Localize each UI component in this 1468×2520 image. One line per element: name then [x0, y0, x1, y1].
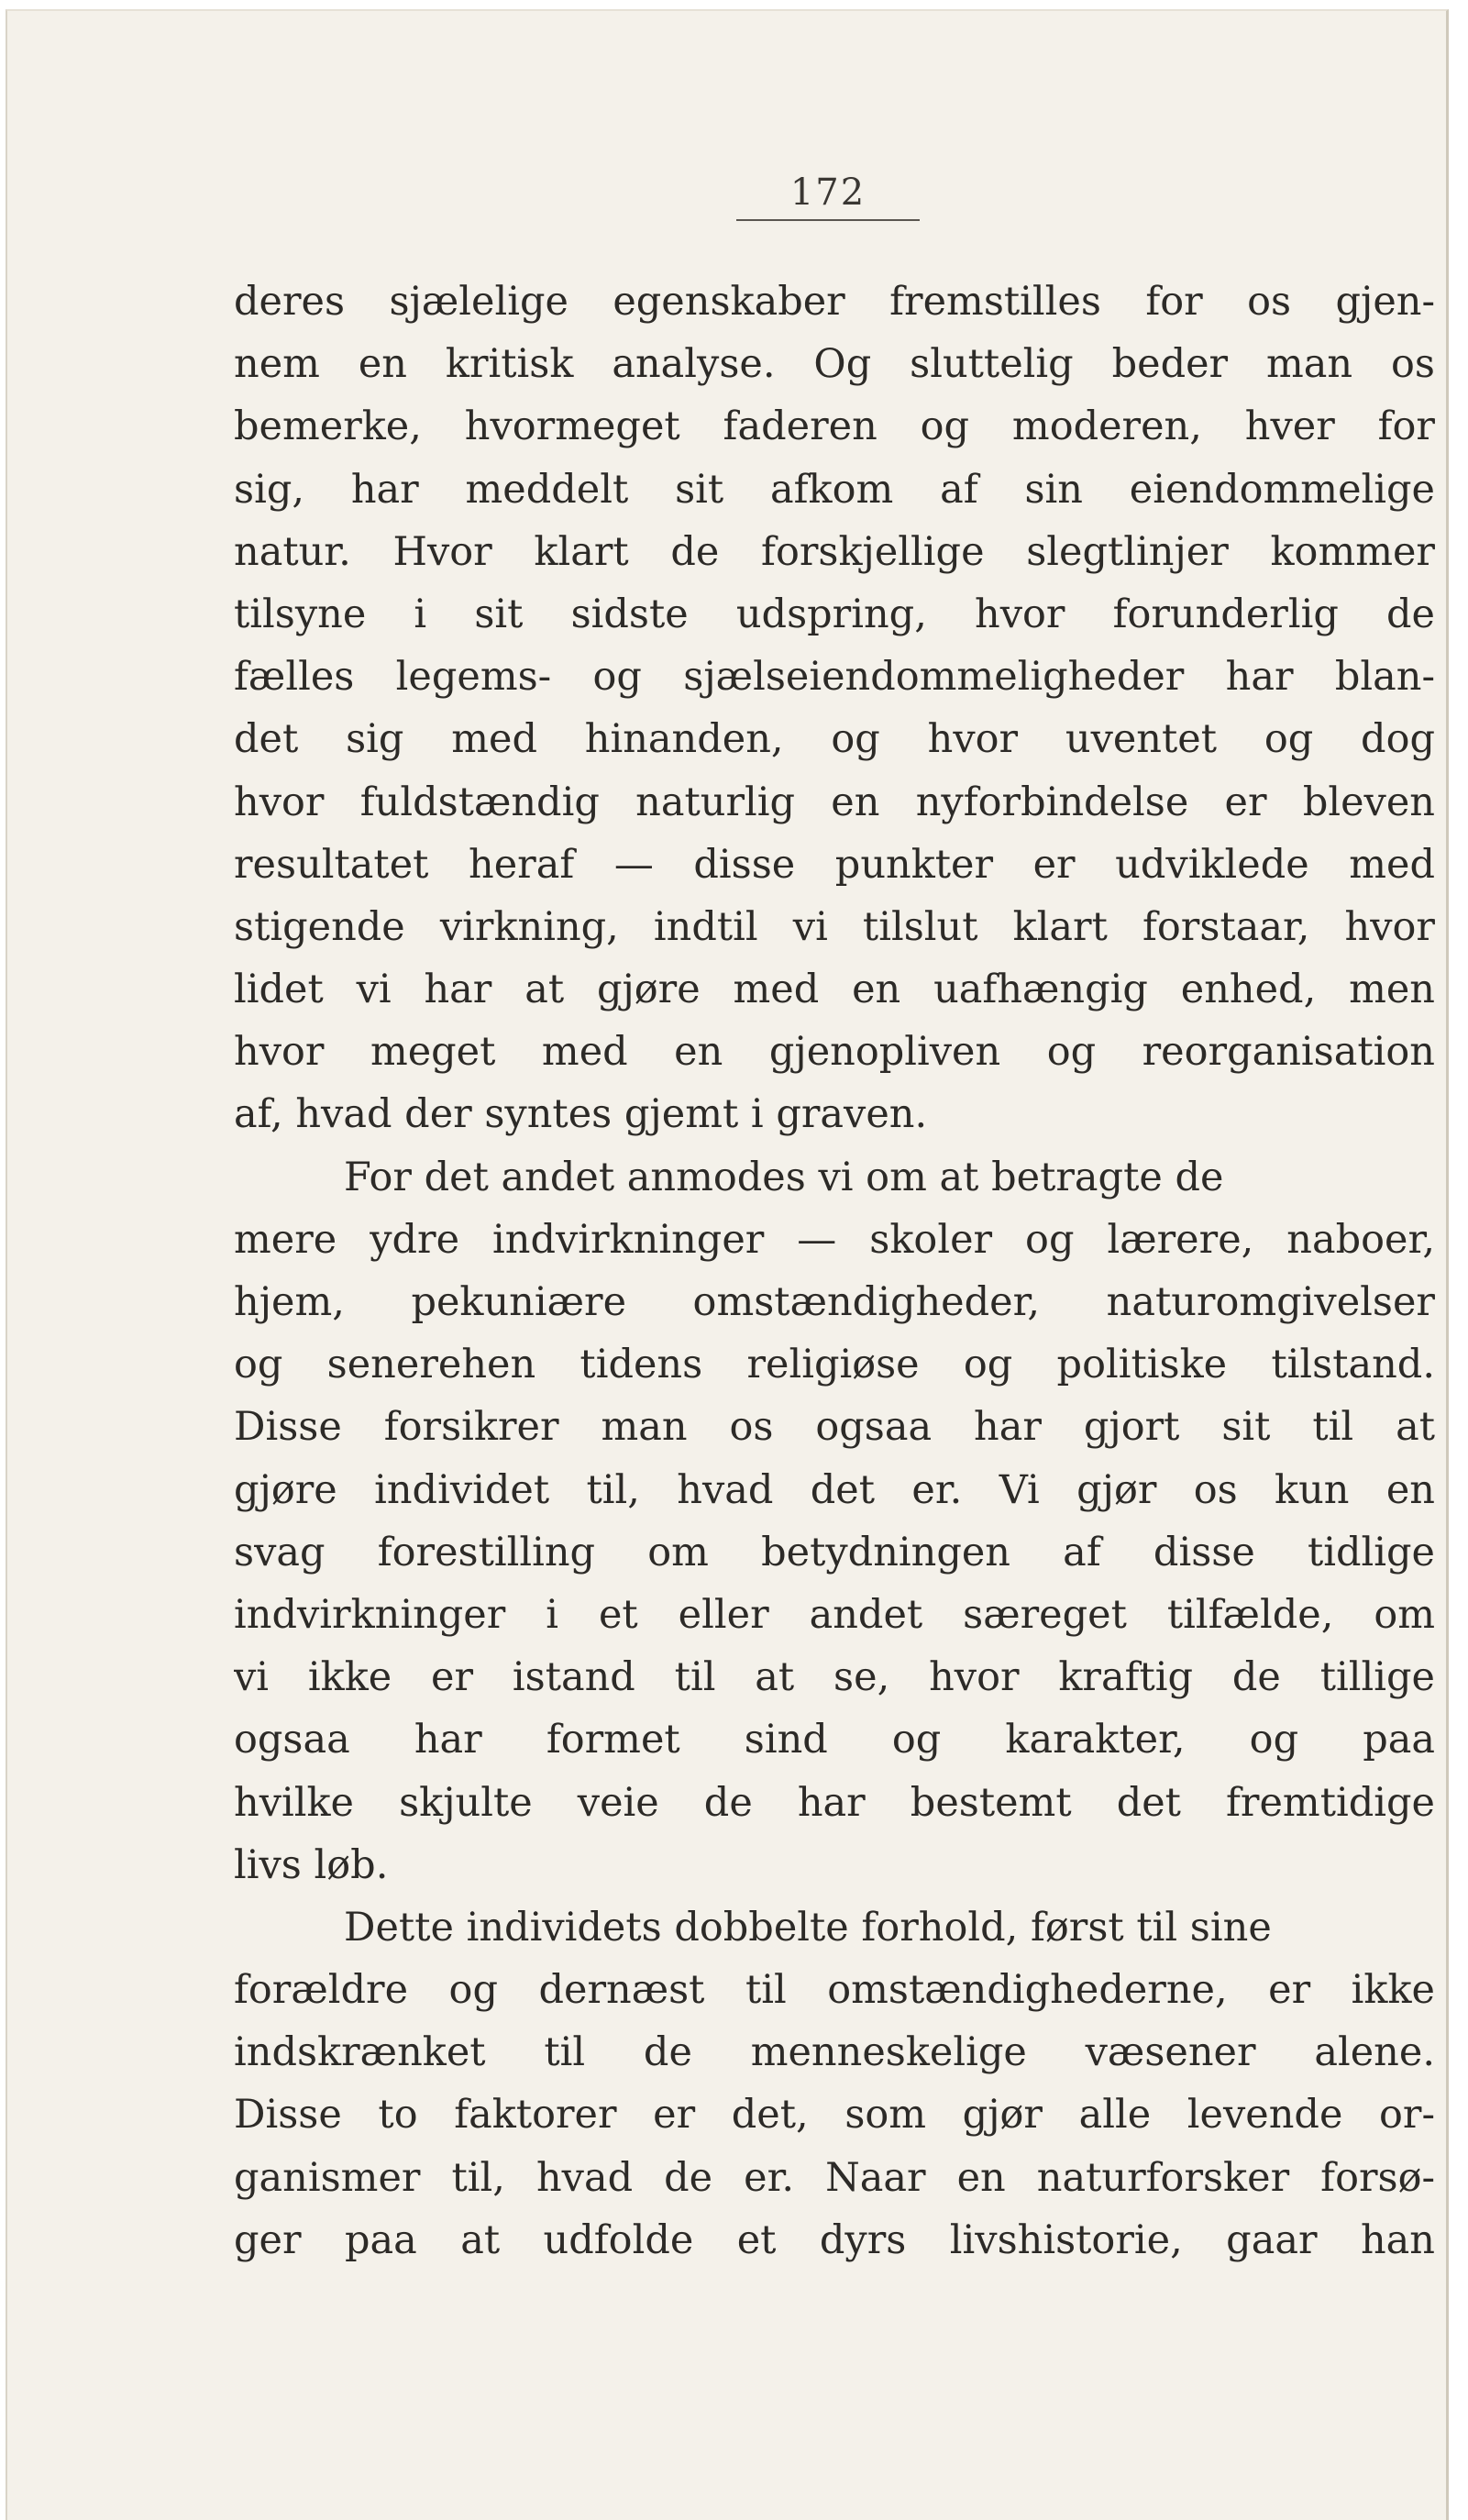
text-line: det sig med hinanden, og hvor uventet og dog [234, 716, 1435, 763]
text-line: forældre og dernæst til omstændighederne, er ikke [234, 1967, 1435, 2014]
text-line: lidet vi har at gjøre med en uafhængig enhed, men [234, 967, 1435, 1013]
page-number-text: 172 [789, 171, 866, 214]
text-line: stigende virkning, indtil vi tilslut klart forstaar, hvor [234, 903, 1435, 950]
header-rule [736, 219, 920, 221]
text-line: gjøre individet til, hvad det er. Vi gjør os kun en [234, 1466, 1435, 1513]
text-line: tilsyne i sit sidste udspring, hvor forunderlig de [234, 591, 1435, 637]
text-line: mere ydre indvirkninger — skoler og lærere, naboer, [234, 1216, 1435, 1263]
text-line: livs løb. [234, 1841, 389, 1888]
text-line: hvor meget med en gjenopliven og reorganisation [234, 1029, 1435, 1076]
text-line: indvirkninger i et eller andet særeget tilfælde, om [234, 1591, 1435, 1638]
text-line: ogsaa har formet sind og karakter, og paa [234, 1717, 1435, 1763]
text-line: bemerke, hvormeget faderen og moderen, hver for [234, 403, 1435, 450]
text-line: svag forestilling om betydningen af disse tidlige [234, 1529, 1435, 1575]
page-number [732, 171, 924, 221]
text-line: For det andet anmodes vi om at betragte de [344, 1154, 1224, 1200]
text-line: natur. Hvor klart de forskjellige slegtlinjer kommer [234, 528, 1435, 575]
text-line: Disse forsikrer man os ogsaa har gjort sit til at [234, 1404, 1435, 1451]
text-line: af, hvad der syntes gjemt i graven. [234, 1091, 928, 1138]
text-line: Dette individets dobbelte forhold, først til sine [344, 1904, 1272, 1951]
text-line: hvilke skjulte veie de har bestemt det fremtidige [234, 1779, 1435, 1826]
text-line: vi ikke er istand til at se, hvor kraftig de tillige [234, 1654, 1435, 1701]
text-line: hjem, pekuniære omstændigheder, naturomgivelser [234, 1279, 1435, 1325]
text-line: ganismer til, hvad de er. Naar en naturforsker forsø- [234, 2154, 1435, 2201]
text-line: indskrænket til de menneskelige væsener alene. [234, 2029, 1435, 2076]
text-line: nem en kritisk analyse. Og sluttelig beder man os [234, 341, 1435, 388]
text-line: fælles legems- og sjælseiendommeligheder har blan- [234, 654, 1435, 701]
body-text [234, 271, 1435, 2271]
text-line: Disse to faktorer er det, som gjør alle levende or- [234, 2092, 1435, 2139]
text-line: og senerehen tidens religiøse og politiske tilstand. [234, 1342, 1435, 1388]
text-line: resultatet heraf — disse punkter er udviklede med [234, 841, 1435, 888]
text-line: deres sjælelige egenskaber fremstilles for os gjen- [234, 279, 1435, 325]
text-line: ger paa at udfolde et dyrs livshistorie, gaar han [234, 2216, 1435, 2263]
text-line: hvor fuldstændig naturlig en nyforbindelse er bleven [234, 779, 1435, 825]
text-line: sig, har meddelt sit afkom af sin eiendommelige [234, 466, 1435, 513]
